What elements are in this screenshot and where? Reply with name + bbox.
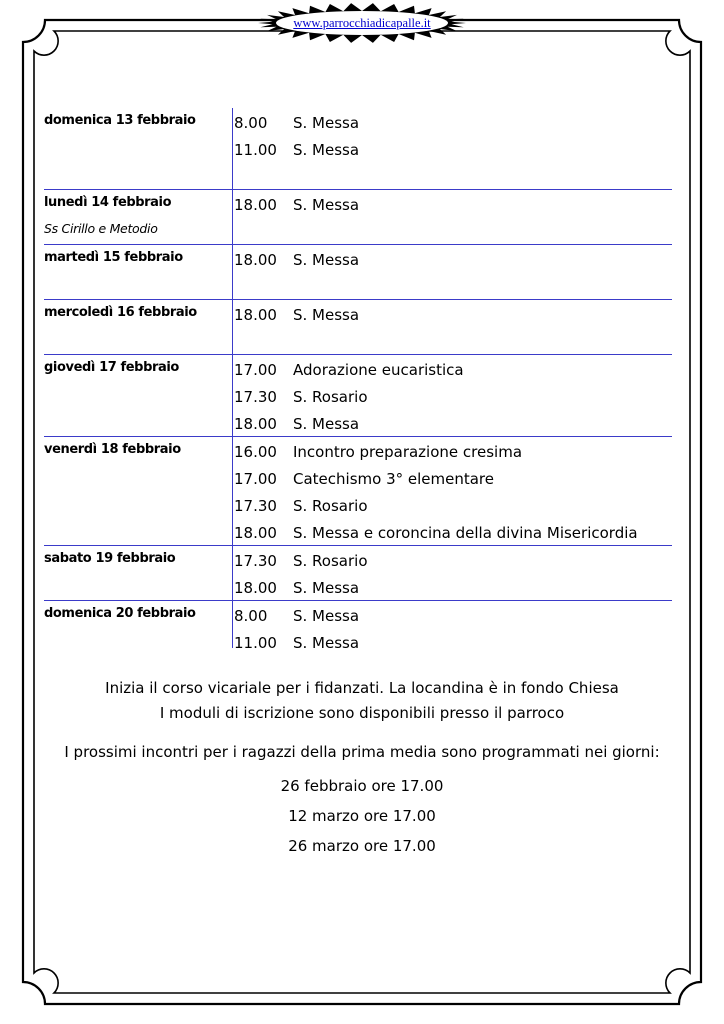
day-label: martedì 15 febbraio [44, 250, 183, 265]
event-description: S. Rosario [293, 388, 368, 406]
event-description: S. Messa [293, 607, 360, 625]
event-row [234, 548, 672, 575]
event-description: S. Messa [293, 634, 360, 652]
event-list [234, 601, 672, 657]
event-time: 18.00 [234, 415, 277, 433]
event-description: Adorazione eucaristica [293, 361, 464, 379]
event-time: 17.00 [234, 470, 277, 488]
day-block [44, 245, 672, 300]
event-description: S. Rosario [293, 497, 368, 515]
event-time: 18.00 [234, 579, 277, 597]
event-list [234, 355, 672, 438]
event-row [234, 603, 672, 630]
event-time: 11.00 [234, 634, 277, 652]
day-label: sabato 19 febbraio [44, 551, 176, 566]
event-time: 17.30 [234, 388, 277, 406]
event-row [234, 192, 672, 219]
event-description: S. Messa [293, 141, 360, 159]
weekly-schedule [44, 108, 672, 655]
day-block [44, 300, 672, 355]
event-description: S. Messa [293, 196, 360, 214]
event-description: Catechismo 3° elementare [293, 470, 494, 488]
event-row [234, 384, 672, 411]
day-label: venerdì 18 febbraio [44, 442, 181, 457]
event-list [234, 546, 672, 602]
day-block [44, 108, 672, 190]
event-description: Incontro preparazione cresima [293, 443, 523, 461]
notes-section [34, 676, 690, 861]
event-time: 16.00 [234, 443, 277, 461]
event-time: 18.00 [234, 306, 277, 324]
event-row [234, 439, 672, 466]
event-description: S. Messa [293, 579, 360, 597]
day-block [44, 437, 672, 546]
event-time: 11.00 [234, 141, 277, 159]
saint-name: Ss Cirillo e Metodio [44, 221, 158, 236]
event-description: S. Messa [293, 114, 360, 132]
event-row [234, 411, 672, 438]
day-block [44, 601, 672, 655]
event-list [234, 300, 672, 329]
meetings-intro: I prossimi incontri per i ragazzi della prima media sono programmati nei giorni: [64, 743, 660, 761]
day-block [44, 355, 672, 437]
event-row [234, 247, 672, 274]
day-label: lunedì 14 febbraio [44, 195, 172, 210]
event-description: S. Messa [293, 415, 360, 433]
event-row [234, 110, 672, 137]
meeting-date: 26 febbraio ore 17.00 [280, 777, 444, 795]
event-row [234, 630, 672, 657]
day-label: domenica 20 febbraio [44, 606, 196, 621]
meeting-date: 12 marzo ore 17.00 [288, 807, 436, 825]
registration-info: I moduli di iscrizione sono disponibili presso il parroco [159, 704, 565, 722]
day-block [44, 546, 672, 601]
event-row [234, 520, 672, 547]
event-list [234, 190, 672, 219]
event-description: S. Messa [293, 251, 360, 269]
event-time: 17.30 [234, 497, 277, 515]
day-label: giovedì 17 febbraio [44, 360, 179, 375]
event-time: 17.00 [234, 361, 277, 379]
event-time: 17.30 [234, 552, 277, 570]
event-row [234, 575, 672, 602]
event-row [234, 493, 672, 520]
event-time: 8.00 [234, 607, 268, 625]
event-description: S. Rosario [293, 552, 368, 570]
website-link[interactable]: www.parrocchiadicapalle.it [293, 16, 431, 30]
event-list [234, 245, 672, 274]
event-row [234, 357, 672, 384]
event-row [234, 466, 672, 493]
event-time: 18.00 [234, 196, 277, 214]
event-row [234, 302, 672, 329]
event-list [234, 108, 672, 164]
course-announcement: Inizia il corso vicariale per i fidanzati. La locandina è in fondo Chiesa [105, 679, 619, 697]
event-time: 8.00 [234, 114, 268, 132]
event-time: 18.00 [234, 524, 277, 542]
day-label: mercoledì 16 febbraio [44, 305, 197, 320]
event-description: S. Messa e coroncina della divina Misericordia [293, 524, 638, 542]
event-description: S. Messa [293, 306, 360, 324]
meeting-date: 26 marzo ore 17.00 [288, 837, 436, 855]
event-list [234, 437, 672, 547]
day-label: domenica 13 febbraio [44, 113, 196, 128]
event-row [234, 137, 672, 164]
event-time: 18.00 [234, 251, 277, 269]
day-block [44, 190, 672, 245]
